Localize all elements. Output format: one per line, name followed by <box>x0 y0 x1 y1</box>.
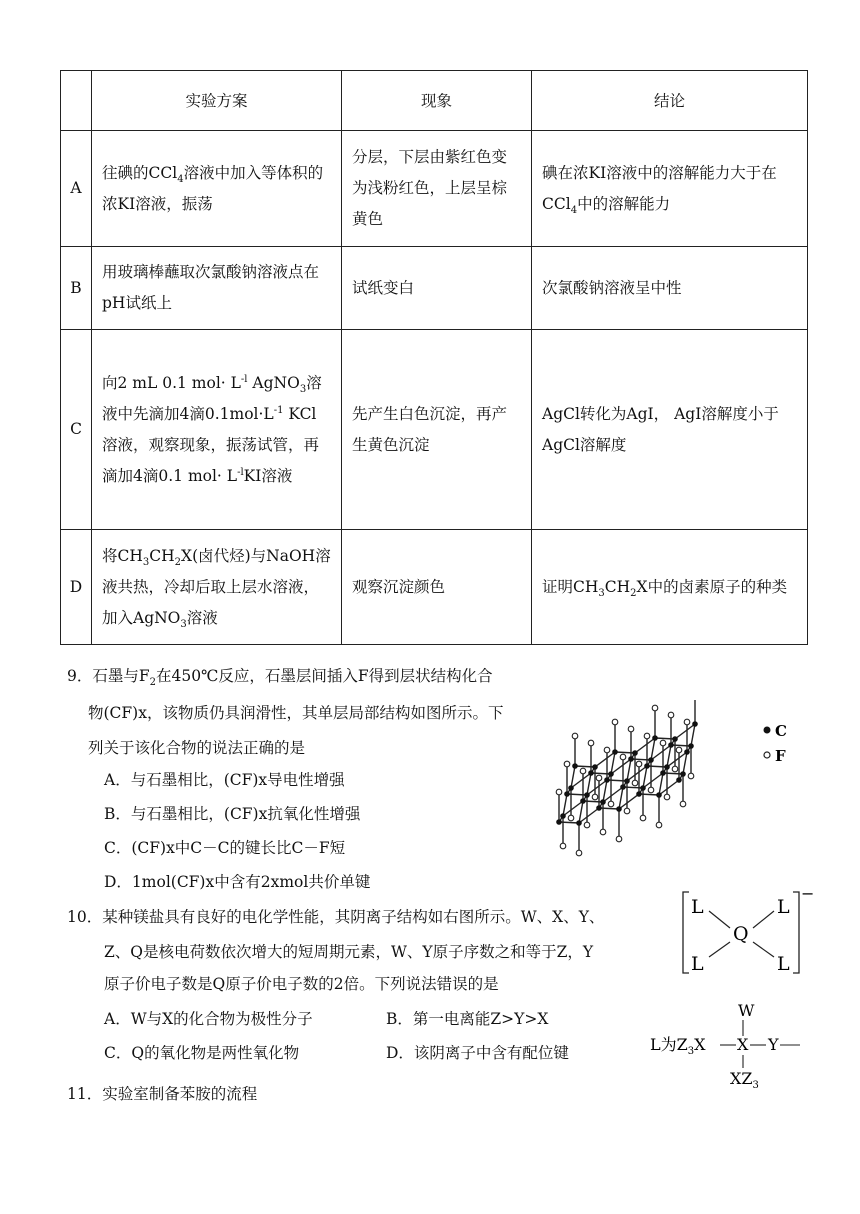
fluorine-atom <box>616 836 622 842</box>
fluorine-atom <box>568 815 574 821</box>
carbon-atom <box>604 777 610 783</box>
fluorine-atom <box>632 780 638 786</box>
header-cell-phenomenon: 现象 <box>342 71 532 131</box>
fluorine-atom <box>664 794 670 800</box>
carbon-atom <box>632 750 638 756</box>
carbon-atom <box>660 770 666 776</box>
fluorine-atom <box>592 794 598 800</box>
carbon-atom <box>560 813 566 819</box>
ldef-w: W <box>738 1001 755 1020</box>
fluorine-atom <box>596 775 602 781</box>
carbon-atom <box>584 792 590 798</box>
fluorine-atom <box>656 822 662 828</box>
fluorine-atom <box>572 733 578 739</box>
header-cell-conclusion: 结论 <box>532 71 808 131</box>
carbon-atom <box>564 791 570 797</box>
carbon-atom <box>668 742 674 748</box>
fluorine-atom <box>624 808 630 814</box>
row-label: A <box>61 131 92 247</box>
phenomenon-cell: 观察沉淀颜色 <box>342 530 532 645</box>
carbon-atom <box>556 819 562 825</box>
row-label: C <box>61 330 92 530</box>
carbon-atom <box>676 777 682 783</box>
phenomenon-cell: 试纸变白 <box>342 247 532 330</box>
fluorine-atom <box>612 719 618 725</box>
ldef-prefix: L为$Z_3X$ <box>650 1035 706 1057</box>
fluorine-atom <box>588 740 594 746</box>
fluorine-atom <box>652 705 658 711</box>
conclusion-cell: AgCl转化为AgI， AgI溶解度小于AgCl溶解度 <box>532 330 808 530</box>
ligand-l-top-right: L <box>777 896 790 918</box>
q10-stem-line1: 10．某种镁盐具有良好的电化学性能，其阴离子结构如右图所示。W、X、Y、 <box>67 908 605 926</box>
q9-option-c: C．(CF)x中C－C的键长比C－F短 <box>104 839 346 857</box>
fluorine-atom <box>600 829 606 835</box>
table-row <box>61 330 808 530</box>
carbon-atom <box>624 778 630 784</box>
charge-sign: − <box>801 885 815 903</box>
legend-carbon-label: C <box>775 722 787 740</box>
plan-cell: 用玻璃棒蘸取次氯酸钠溶液点在pH试纸上 <box>92 247 342 330</box>
fluorine-atom <box>680 801 686 807</box>
carbon-atom <box>684 749 690 755</box>
carbon-atom <box>644 763 650 769</box>
ldef-bottom: $XZ_3$ <box>730 1069 759 1091</box>
q10-option-b: B．第一电离能Z>Y>X <box>386 1010 549 1028</box>
carbon-atom <box>576 820 582 826</box>
ligand-l-bottom-right: L <box>777 953 790 975</box>
carbon-atom <box>640 785 646 791</box>
carbon-atom <box>672 736 678 742</box>
fluorine-atom <box>676 747 682 753</box>
row-label: D <box>61 530 92 645</box>
carbon-atom <box>680 771 686 777</box>
fluorine-atom <box>648 787 654 793</box>
row-label: B <box>61 247 92 330</box>
ldef-y: Y <box>768 1035 779 1054</box>
carbon-atom <box>612 749 618 755</box>
ligand-l-top-left: L <box>691 896 704 918</box>
fluorine-atom <box>608 801 614 807</box>
carbon-atom <box>620 784 626 790</box>
fluorine-atom <box>564 761 570 767</box>
q9-option-a: A．与石墨相比，(CF)x导电性增强 <box>104 771 345 789</box>
fluorine-atom <box>644 733 650 739</box>
fluorine-atom <box>660 740 666 746</box>
phenomenon-cell: 分层，下层由紫红色变为浅粉红色，上层呈棕黄色 <box>342 131 532 247</box>
q11-stem: 11．实验室制备苯胺的流程 <box>67 1085 258 1103</box>
table-row <box>61 247 808 330</box>
anion-structure-diagram <box>675 885 815 980</box>
q10-stem-line3: 原子价电子数是Q原子价电子数的2倍。下列说法错误的是 <box>104 975 499 993</box>
experiment-table <box>60 70 808 645</box>
conclusion-cell: 证明$CH_3CH_2X$中的卤素原子的种类 <box>532 530 808 645</box>
carbon-atom <box>600 799 606 805</box>
carbon-atom <box>692 721 698 727</box>
carbon-atom <box>648 757 654 763</box>
legend-fluorine-label: F <box>775 747 786 765</box>
ligand-l-bottom-left: L <box>691 953 704 975</box>
q10-option-a: A．W与X的化合物为极性分子 <box>104 1010 313 1028</box>
ldef-center-x: X <box>737 1035 749 1054</box>
table-row <box>61 530 808 645</box>
fluorine-atom <box>604 747 610 753</box>
fluorine-atom <box>684 719 690 725</box>
legend-carbon-dot <box>764 727 771 734</box>
plan-cell: 向2 mL 0.1 $mol\cdot L^{-l}$ AgNO$_3$溶液中先滴加4滴$0.1mol\cdot L^{-1}$ KCl溶液，观察现象，振荡试管，再滴加4滴0.1 $mol\cdot L^{-l}KI$溶液 <box>92 330 342 530</box>
q10-stem-line2: Z、Q是核电荷数依次增大的短周期元素，W、Y原子序数之和等于Z，Y <box>104 943 594 961</box>
fluorine-atom <box>576 850 582 856</box>
fluorine-atom <box>584 822 590 828</box>
fluorine-atom <box>636 761 642 767</box>
header-cell-plan: 实验方案 <box>92 71 342 131</box>
q9-stem-line3: 列关于该化合物的说法正确的是 <box>88 739 306 757</box>
center-q: Q <box>733 923 749 945</box>
conclusion-cell: 碘在浓KI溶液中的溶解能力大于在CCl$_4$中的溶解能力 <box>532 131 808 247</box>
carbon-atom <box>652 735 658 741</box>
carbon-atom <box>628 756 634 762</box>
carbon-atom <box>636 791 642 797</box>
fluorine-atom <box>620 754 626 760</box>
q9-option-b: B．与石墨相比，(CF)x抗氧化性增强 <box>104 805 361 823</box>
q9-stem-line2: 物(CF)x，该物质仍具润滑性，其单层局部结构如图所示。下 <box>88 704 504 722</box>
fluorine-atom <box>556 789 562 795</box>
fluorine-atom <box>580 768 586 774</box>
carbon-atom <box>568 785 574 791</box>
q9-stem-line1: 9．石墨与$F_2$在450℃反应，石墨层间插入F得到层状结构化合 <box>67 667 493 689</box>
carbon-atom <box>664 764 670 770</box>
table-header-row <box>61 71 808 131</box>
carbon-atom <box>588 770 594 776</box>
fluorine-atom <box>672 766 678 772</box>
fluorine-atom <box>628 726 634 732</box>
q9-option-d: D．1mol(CF)x中含有2xmol共价单键 <box>104 873 371 891</box>
carbon-atom <box>656 792 662 798</box>
q10-option-c: C．Q的氧化物是两性氧化物 <box>104 1044 300 1062</box>
table-row <box>61 131 808 247</box>
carbon-atom <box>688 743 694 749</box>
fluorine-atom <box>688 773 694 779</box>
legend-fluorine-dot <box>764 752 770 758</box>
carbon-atom <box>616 806 622 812</box>
carbon-atom <box>596 805 602 811</box>
ligand-definition-diagram <box>650 1000 820 1092</box>
q10-option-d: D．该阴离子中含有配位键 <box>386 1044 569 1062</box>
fluorine-atom <box>640 815 646 821</box>
fluorine-atom <box>560 843 566 849</box>
carbon-atom <box>592 764 598 770</box>
phenomenon-cell: 先产生白色沉淀，再产生黄色沉淀 <box>342 330 532 530</box>
carbon-atom <box>580 798 586 804</box>
plan-cell: 将$CH_3CH_2X$(卤代烃)与NaOH溶液共热，冷却后取上层水溶液，加入AgNO$_3$溶液 <box>92 530 342 645</box>
carbon-atom <box>572 763 578 769</box>
plan-cell: 往碘的CCl$_4$溶液中加入等体积的浓KI溶液，振荡 <box>92 131 342 247</box>
fluorine-atom <box>668 712 674 718</box>
header-cell-label <box>61 71 92 131</box>
conclusion-cell: 次氯酸钠溶液呈中性 <box>532 247 808 330</box>
carbon-atom <box>608 771 614 777</box>
cf-layer-structure-diagram <box>555 700 805 860</box>
